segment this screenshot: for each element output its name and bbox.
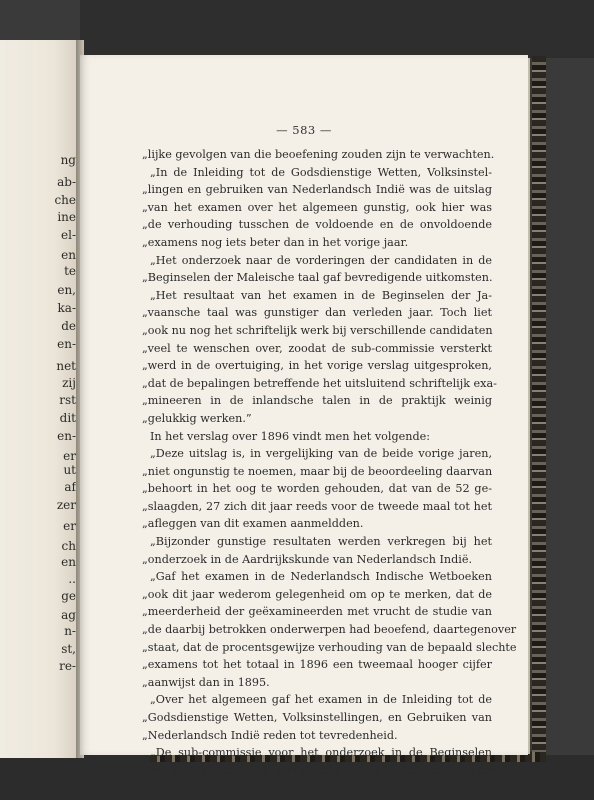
text-line: „examens tot het totaal in 1896 een tweemaal hooger cijfer bbox=[142, 658, 492, 672]
previous-page-fragment: dit bbox=[59, 411, 76, 425]
background-top bbox=[80, 0, 594, 58]
text-line: „niet ongunstig te noemen, maar bij de beoordeeling daarvan bbox=[142, 464, 493, 478]
text-line: „dat de bepalingen betreffende het uitsluitend schriftelijk exa- bbox=[142, 376, 497, 390]
text-line: „van het examen over het algemeen gunstig, ook hier was bbox=[142, 200, 492, 214]
previous-page-fragment: ng bbox=[60, 153, 76, 167]
previous-page-fragment: en bbox=[61, 555, 76, 569]
previous-page-fragment: de bbox=[61, 319, 76, 333]
text-line: „De sub-commissie voor het onderzoek in de Beginselen bbox=[150, 746, 492, 760]
text-line: „Gaf het examen in de Nederlandsch Indische Wetboeken bbox=[150, 570, 492, 584]
text-line: „mineeren in de inlandsche talen in de praktijk weinig bbox=[142, 394, 492, 408]
previous-page-fragment: net bbox=[56, 359, 76, 373]
previous-page-fragment: ge bbox=[61, 589, 76, 603]
previous-page-fragment: el- bbox=[61, 228, 76, 242]
text-line: „examens nog iets beter dan in het vorige jaar. bbox=[142, 235, 409, 249]
text-line: „onderzoek in de Aardrijkskunde van Nederlandsch Indië. bbox=[142, 552, 473, 566]
text-line: In het verslag over 1896 vindt men het volgende: bbox=[150, 429, 431, 443]
text-line: „Het onderzoek naar de vorderingen der candidaten in de bbox=[150, 253, 492, 267]
text-line: „gelukkig werken.” bbox=[142, 411, 252, 425]
previous-page-fragment: ab- bbox=[57, 175, 76, 189]
previous-page-fragment: ch bbox=[61, 539, 76, 553]
text-line: „veel te wenschen over, zoodat de sub-commissie versterkt bbox=[142, 341, 492, 355]
previous-page-fragment: re- bbox=[59, 659, 76, 673]
text-line: „vaansche taal was gunstiger dan verleden jaar. Toch liet bbox=[142, 306, 492, 320]
text-line: „de verhouding tusschen de voldoende en de onvoldoende bbox=[142, 218, 492, 232]
previous-page-fragment: .. bbox=[68, 572, 76, 586]
text-line: „staat, dat de procentsgewijze verhouding van de bepaald slechte bbox=[142, 640, 517, 654]
text-line: „Het resultaat van het examen in de Beginselen der Ja- bbox=[150, 288, 492, 302]
previous-page-fragment: ine bbox=[57, 210, 76, 224]
previous-page-fragment: af bbox=[64, 480, 76, 494]
book-page bbox=[80, 55, 528, 777]
previous-page-fragment: st, bbox=[61, 642, 76, 656]
text-line: „Over het algemeen gaf het examen in de Inleiding tot de bbox=[150, 693, 492, 707]
text-line: „van de Maleische taal was slechts enkele malen verplicht een bbox=[142, 763, 498, 777]
text-line: „lijke gevolgen van die beoefening zouden zijn te verwachten. bbox=[142, 148, 495, 161]
previous-page-fragment: er bbox=[63, 449, 76, 463]
text-line: „behoort in het oog te worden gehouden, dat van de 52 ge- bbox=[142, 482, 492, 496]
previous-page-fragment: zer bbox=[56, 498, 76, 512]
text-line: „Beginselen der Maleische taal gaf bevredigende uitkomsten. bbox=[142, 271, 493, 285]
text-line: „aanwijst dan in 1895. bbox=[142, 675, 270, 689]
previous-page-fragment: ag bbox=[61, 608, 76, 622]
text-line: „ook dit jaar wederom gelegenheid om op te merken, dat de bbox=[142, 587, 492, 601]
previous-page bbox=[0, 40, 78, 758]
page-number: — 583 — bbox=[276, 123, 332, 137]
text-line: „slaagden, 27 zich dit jaar reeds voor de tweede maal tot het bbox=[142, 499, 492, 513]
text-line: „In de Inleiding tot de Godsdienstige Wetten, Volksinstel- bbox=[150, 165, 492, 179]
previous-page-fragment: en, bbox=[57, 283, 76, 297]
text-line: „ook nu nog het schriftelijk werk bij verschillende candidaten bbox=[142, 323, 493, 337]
text-line: „meerderheid der geëxamineerden met vrucht de studie van bbox=[142, 605, 492, 619]
marbled-cover-edge bbox=[532, 56, 546, 760]
previous-page-fragment: er bbox=[63, 519, 76, 533]
text-line: „Bijzonder gunstige resultaten werden verkregen bij het bbox=[150, 535, 492, 549]
text-line: „lingen en gebruiken van Nederlandsch Indië was de uitslag bbox=[142, 183, 492, 197]
text-line: „Godsdienstige Wetten, Volksinstellingen, en Gebruiken van bbox=[142, 711, 492, 724]
previous-page-fragment: zij bbox=[62, 376, 76, 390]
previous-page-fragment: en bbox=[61, 248, 76, 262]
previous-page-fragment: n- bbox=[64, 624, 76, 638]
previous-page-fragment: ka- bbox=[57, 301, 76, 315]
previous-page-fragment: ut bbox=[63, 463, 76, 477]
previous-page-fragment: rst bbox=[59, 393, 76, 407]
text-line: „Nederlandsch Indië reden tot tevredenheid. bbox=[142, 728, 398, 742]
previous-page-fragment: te bbox=[64, 264, 76, 278]
body-text bbox=[142, 146, 517, 779]
previous-page-fragment: che bbox=[54, 193, 76, 207]
previous-page-fragment: en- bbox=[57, 429, 76, 443]
text-line: „werd in de overtuiging, in het vorige verslag uitgesproken, bbox=[142, 359, 492, 373]
previous-page-fragment: en- bbox=[57, 337, 76, 351]
text-line: „afleggen van dit examen aanmeldden. bbox=[142, 517, 364, 531]
text-line: „Deze uitslag is, in vergelijking van de beide vorige jaren, bbox=[150, 447, 492, 461]
text-line: „de daarbij betrokken onderwerpen had beoefend, daartegenover bbox=[142, 623, 517, 637]
